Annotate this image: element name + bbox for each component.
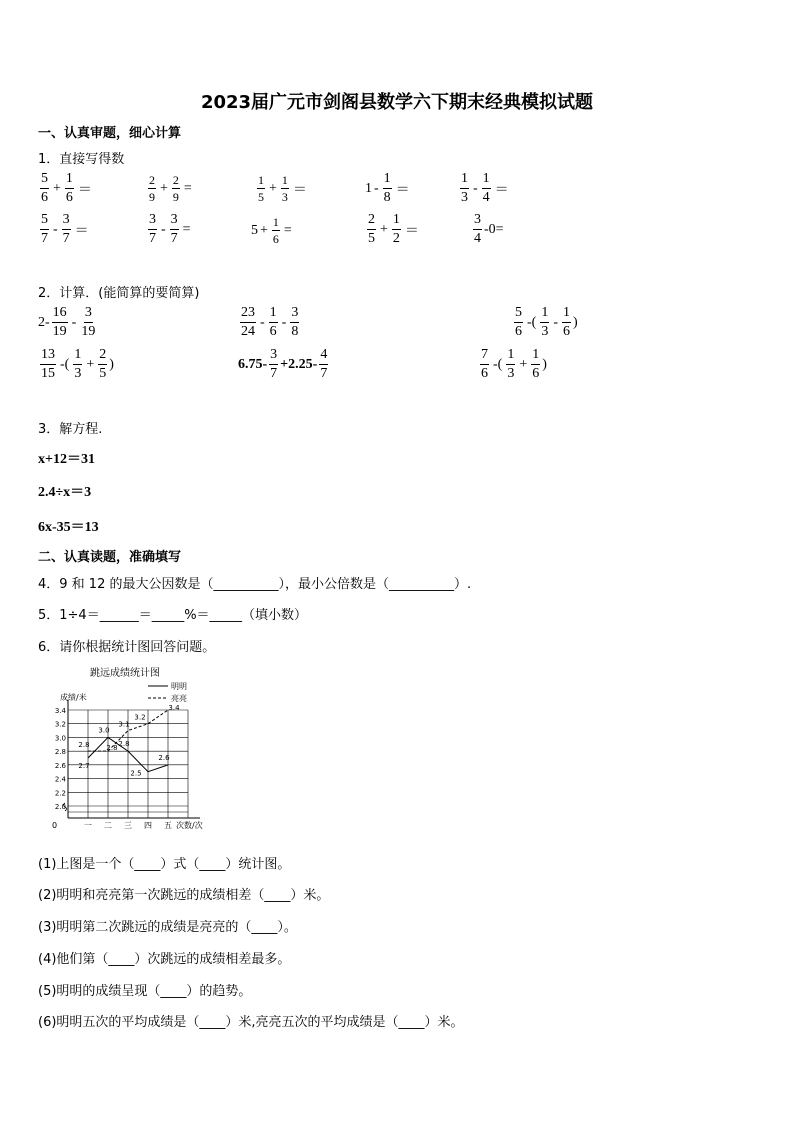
x-tick-label: 三 (124, 821, 132, 830)
y-tick-label: 3.0 (54, 734, 66, 743)
chart-origin-label: 0 (52, 821, 58, 830)
chart-title: 跳远成绩统计图 (90, 668, 160, 679)
q1-item-7: $\frac{3}{7}$ - $\frac{3}{7}$ = (149, 212, 191, 246)
q1-item-1: $\frac{5}{6}$ + $\frac{1}{6}$ ＝ (41, 171, 92, 205)
q2-item-4: $\frac{13}{15}$ -( $\frac{1}{3}$ + $\frac{2}{5}$ ) (41, 347, 114, 381)
q2-item-5: 6.75- $\frac{3}{7}$ +2.25- $\frac{4}{7}$ (238, 347, 328, 381)
q6-sub-3: (3)明明第二次跳远的成绩是亮亮的（____）。 (38, 920, 297, 935)
page-title: 2023届广元市剑阁县数学六下期末经典模拟试题 (200, 92, 594, 113)
data-label: 2.6 (158, 753, 170, 762)
data-label: 2.8 (78, 741, 90, 750)
data-label: 3.1 (118, 720, 130, 729)
question-6: 6．请你根据统计图回答问题。 (38, 640, 216, 655)
y-axis-label: 成绩/米 (60, 693, 87, 702)
q6-sub-2: (2)明明和亮亮第一次跳远的成绩相差（____）米。 (38, 888, 330, 903)
q1-item-4: 1 - $\frac{1}{8}$ ＝ (365, 171, 410, 205)
q6-sub-4: (4)他们第（____）次跳远的成绩相差最多。 (38, 952, 291, 967)
q1-item-8: 5 + $\frac{1}{6}$ = (251, 215, 292, 246)
equation-2: 2.4÷x＝3 (38, 485, 92, 500)
x-axis-label: 次数/次 (176, 821, 203, 830)
section-2-heading: 二、认真读题，准确填写 (38, 550, 182, 565)
y-tick-label: 2.8 (54, 748, 66, 757)
question-2-label: 2．计算．(能简算的要简算) (38, 286, 200, 301)
data-label: 3.0 (98, 726, 110, 735)
y-tick-label: 2.6 (54, 761, 66, 770)
equation-3: 6x-35＝13 (38, 520, 99, 535)
x-tick-label: 五 (164, 821, 172, 830)
question-3-label: 3．解方程. (38, 422, 103, 437)
q1-item-9: $\frac{2}{5}$ + $\frac{1}{2}$ ＝ (368, 212, 419, 246)
question-5: 5．1÷4＝______＝_____%＝_____（填小数） (38, 608, 308, 623)
q1-item-10: $\frac{3}{4}$ -0= (474, 212, 504, 246)
data-label: 2.8 (118, 740, 130, 749)
chart-legend (148, 682, 187, 703)
section-1-heading: 一、认真审题，细心计算 (38, 126, 182, 141)
data-label: 3.4 (168, 704, 180, 712)
y-tick-label: 2.4 (54, 775, 66, 784)
y-tick-label: 3.2 (54, 720, 66, 729)
equation-1: x+12＝31 (38, 452, 95, 467)
data-label: 3.2 (134, 713, 146, 722)
x-tick-label: 二 (104, 821, 112, 830)
q2-item-3: $\frac{5}{6}$ -( $\frac{1}{3}$ - $\frac{1}{6}$ ) (515, 305, 578, 339)
line-chart (30, 662, 230, 834)
y-tick-label: 2.2 (54, 789, 66, 798)
q2-item-2: $\frac{23}{24}$ - $\frac{1}{6}$ - $\frac{3}{8}$ (241, 305, 299, 339)
legend-label: 明明 (171, 682, 187, 691)
y-tick-label: 3.4 (54, 707, 66, 715)
x-tick-label: 四 (144, 821, 152, 830)
y-tick-label: 2.0 (54, 803, 66, 811)
q1-item-5: $\frac{1}{3}$ - $\frac{1}{4}$ ＝ (461, 171, 509, 205)
q6-sub-6: (6)明明五次的平均成绩是（____）米,亮亮五次的平均成绩是（____）米。 (38, 1015, 464, 1030)
legend-label: 亮亮 (171, 694, 187, 703)
q1-item-6: $\frac{5}{7}$ - $\frac{3}{7}$ ＝ (41, 212, 89, 246)
chart-series (78, 704, 180, 778)
data-label: 2.5 (130, 769, 142, 778)
q1-item-2: $\frac{2}{9}$ + $\frac{2}{9}$ = (149, 173, 192, 204)
q2-item-1: 2- $\frac{16}{19}$ - $\frac{3}{19}$ (38, 305, 96, 339)
data-label: 2.8 (106, 744, 118, 753)
q1-item-3: $\frac{1}{5}$ + $\frac{1}{3}$ ＝ (258, 173, 307, 204)
question-4: 4．9 和 12 的最大公因数是（__________），最小公倍数是（__________）. (38, 577, 472, 592)
q6-sub-5: (5)明明的成绩呈现（____）的趋势。 (38, 984, 252, 999)
data-label: 2.7 (78, 762, 90, 770)
q2-item-6: $\frac{7}{6}$ -( $\frac{1}{3}$ + $\frac{1}{6}$ ) (481, 347, 547, 381)
q6-sub-1: (1)上图是一个（____）式（____）统计图。 (38, 857, 291, 872)
x-tick-label: 一 (84, 821, 92, 830)
question-1-label: 1．直接写得数 (38, 152, 125, 167)
